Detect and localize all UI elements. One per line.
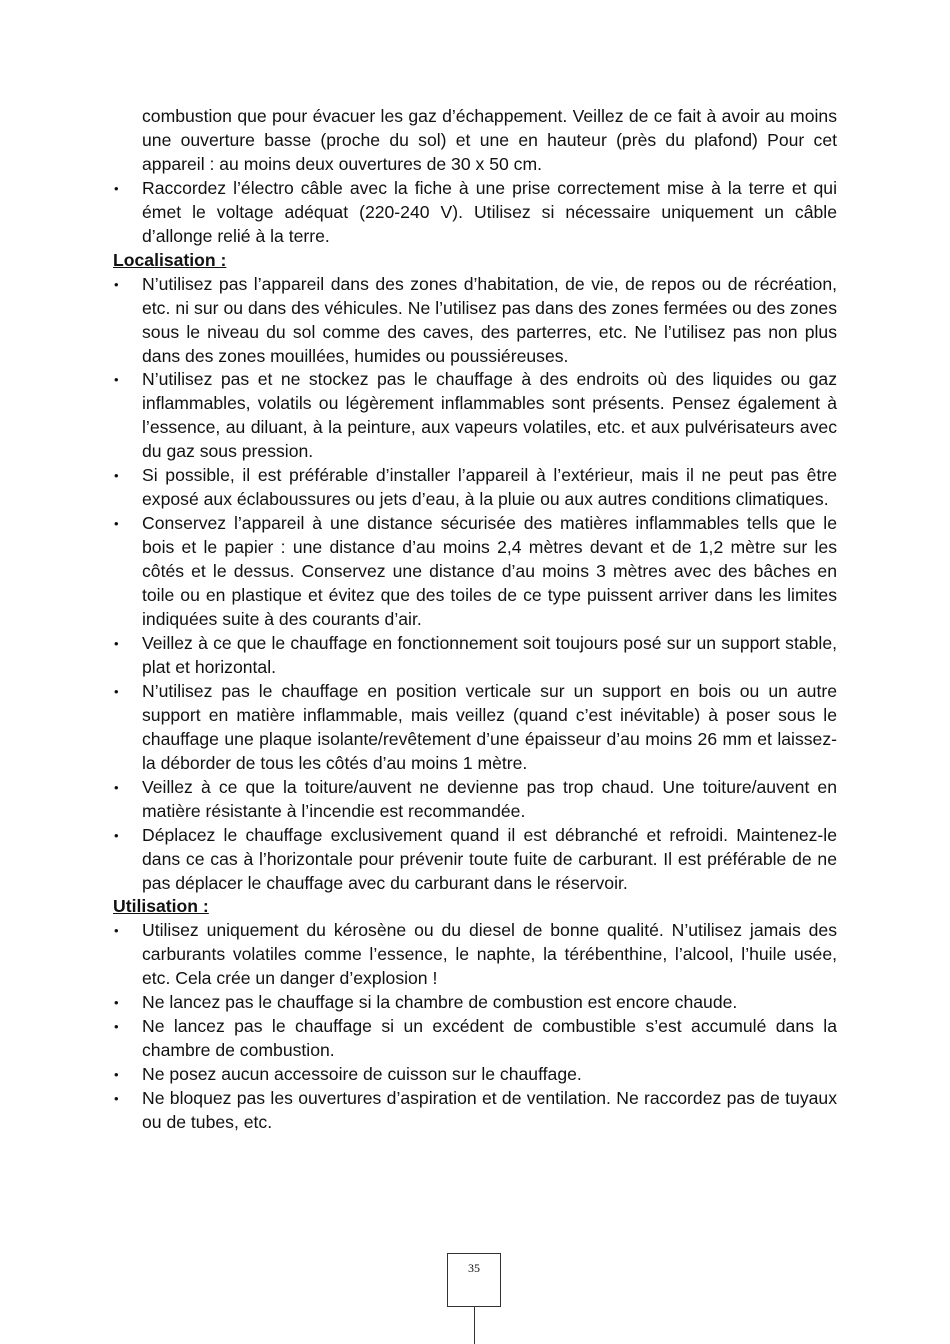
bullet: • [114,1091,119,1107]
list-item [113,991,837,1015]
list-item-text: Déplacez le chauffage exclusivement quand il est débranché et refroidi. Maintenez-le dans ce cas à l’horizontale pour prévenir toute fuite de carburant. Il est préférable de ne pas déplacer le chauffage avec du carburant dans le réservoir. [142,824,837,893]
bullet: • [114,372,119,388]
list-item-text: Raccordez l’électro câble avec la fiche à une prise correctement mise à la terre et qui émet le voltage adéquat (220-240 V). Utilisez si nécessaire uniquement un câble d’allonge relié à la terre. [142,177,837,246]
list-item-text: Utilisez uniquement du kérosène ou du diesel de bonne qualité. N’utilisez jamais des carburants volatiles comme l’essence, le naphte, la térébenthine, l’alcool, l’huile usée, etc. Cela crée un danger d’explosion ! [142,920,837,989]
list-item-text: Ne lancez pas le chauffage si la chambre de combustion est encore chaude. [142,992,738,1013]
page-number-box [447,1253,501,1307]
list-item [113,824,837,896]
list-item [113,273,837,369]
list-item [113,368,837,464]
page-number-connector-line [474,1307,475,1344]
list-item [113,632,837,680]
bullet: • [114,1067,119,1083]
section-heading-utilisation: Utilisation : [113,896,209,917]
list-item [113,919,837,991]
list-item-text: Conservez l’appareil à une distance sécurisée des matières inflammables tells que le bois et le papier : une distance d’au moins 2,4 mètres devant et de 1,2 mètre sur les côtés et le dessus. Conservez une distance d’au moins 3 mètres avec des bâches en toile ou en plastique et évitez que des toiles de ce type puissent arriver dans les limites indiquées suite à des courants d’air. [142,513,837,630]
list-item-text: N’utilisez pas le chauffage en position verticale sur un support en bois ou un autre support en matière inflammable, mais veillez (quand c’est inévitable) à poser sous le chauffage une plaque isolante/revêtement d’une épaisseur d’au moins 26 mm et laissez-la déborder de tous les côtés d’au moins 1 mètre. [142,680,837,773]
localisation-list [113,273,837,896]
bullet: • [114,995,119,1011]
intro-list [113,177,837,249]
list-item-text: N’utilisez pas l’appareil dans des zones d’habitation, de vie, de repos ou de récréation, etc. ni sur ou dans des véhicules. Ne l’utilisez pas dans des zones fermées ou des zones sous le niveau du sol comme des caves, des parterres, etc. Ne l’utilisez pas non plus dans des zones mouillées, humides ou poussiéreuses. [142,273,837,366]
list-item [113,1015,837,1063]
list-item [113,1063,837,1087]
bullet: • [114,516,119,532]
utilisation-list [113,919,837,1135]
list-item-text: Si possible, il est préférable d’installer l’appareil à l’extérieur, mais il ne peut pas être exposé aux éclaboussures ou jets d’eau, à la pluie ou aux autres conditions climatiques. [142,465,837,510]
bullet: • [114,779,119,795]
list-item-text: Veillez à ce que la toiture/auvent ne devienne pas trop chaud. Une toiture/auvent en matière résistante à l’incendie est recommandée. [142,776,837,821]
list-item-text: N’utilisez pas et ne stockez pas le chauffage à des endroits où des liquides ou gaz inflammables, volatils ou légèrement inflammables sont présents. Pensez également à l’essence, au diluant, à la peinture, aux vapeurs volatiles, etc. et aux pulvérisateurs avec du gaz sous pression. [142,369,837,462]
bullet: • [114,923,119,939]
document-body [113,105,837,1135]
list-item-text: Ne lancez pas le chauffage si un excédent de combustible s’est accumulé dans la chambre de combustion. [142,1016,837,1061]
bullet: • [114,276,119,292]
bullet: • [114,827,119,843]
continuation-paragraph: combustion que pour évacuer les gaz d’échappement. Veillez de ce fait à avoir au moins une ouverture basse (proche du sol) et une en hauteur (près du plafond) Pour cet appareil : au moins deux ouvertures de 30 x 50 cm. [142,106,837,174]
list-item [113,680,837,776]
list-item-text: Veillez à ce que le chauffage en fonctionnement soit toujours posé sur un support stable, plat et horizontal. [142,632,837,677]
bullet: • [114,180,119,196]
list-item [113,512,837,632]
list-item [113,464,837,512]
list-item [113,177,837,249]
bullet: • [114,1019,119,1035]
list-item [113,776,837,824]
list-item-text: Ne bloquez pas les ouvertures d’aspiration et de ventilation. Ne raccordez pas de tuyaux ou de tubes, etc. [142,1088,837,1133]
section-heading-localisation: Localisation : [113,249,227,270]
bullet: • [114,683,119,699]
page-number: 35 [468,1261,480,1275]
bullet: • [114,635,119,651]
list-item-text: Ne posez aucun accessoire de cuisson sur le chauffage. [142,1064,582,1085]
list-item [113,1087,837,1135]
bullet: • [114,468,119,484]
